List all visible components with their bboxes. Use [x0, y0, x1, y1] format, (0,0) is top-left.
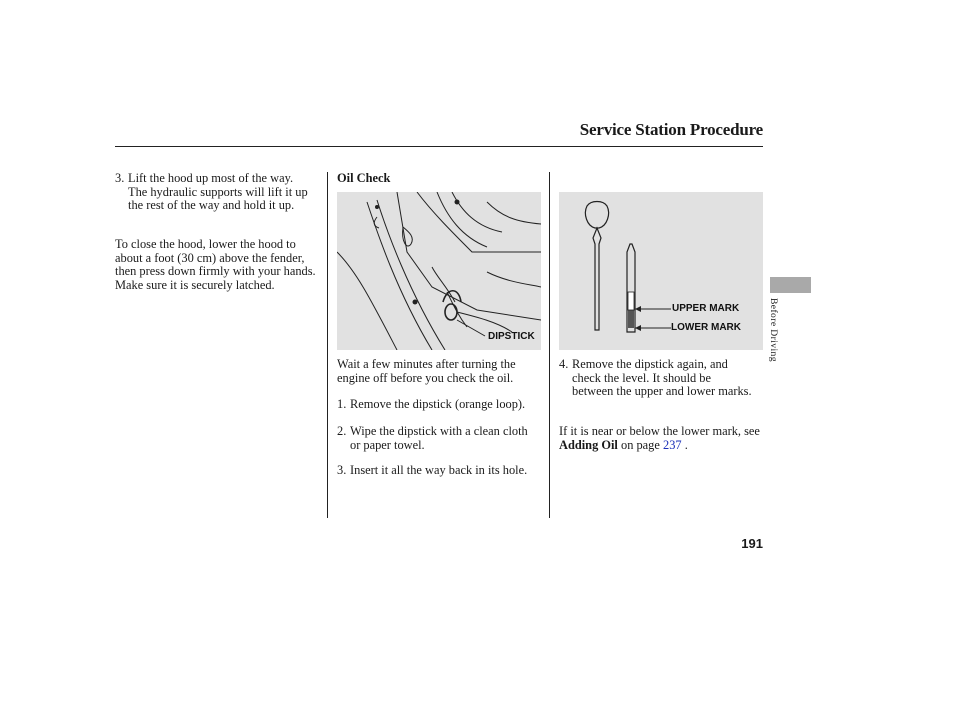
note-mid: on page: [621, 437, 660, 452]
adding-oil-reference: Adding Oil: [559, 437, 618, 452]
close-hood-paragraph: To close the hood, lower the hood to about a foot (30 cm) above the fender, then press down firmly with your hands. Make sure it is securely latched.: [115, 237, 316, 292]
oil-step-3: [337, 464, 549, 478]
section-tab-label: Before Driving: [768, 298, 779, 362]
engine-bay-illustration: [337, 192, 541, 350]
oil-check-intro: Wait a few minutes after turning the engine off before you check the oil.: [337, 357, 516, 385]
section-tab-marker: [770, 277, 811, 293]
upper-mark-callout: UPPER MARK: [672, 303, 740, 314]
oil-check-heading: Oil Check: [337, 171, 391, 185]
engine-dipstick-figure: [337, 192, 541, 350]
lower-mark-callout: LOWER MARK: [671, 322, 741, 333]
step-text: Insert it all the way back in its hole.: [350, 463, 528, 477]
step-number: 3.: [337, 463, 347, 477]
step-text: Lift the hood up most of the way. The hydraulic supports will lift it up the rest of the way and hold it up.: [128, 171, 308, 213]
header-rule: [115, 146, 763, 147]
step-number: 2.: [337, 424, 347, 438]
dipstick-marks-figure: [559, 192, 763, 350]
step-number: 1.: [337, 397, 347, 411]
adding-oil-note: [559, 425, 763, 452]
dipstick-callout: DIPSTICK: [488, 331, 535, 342]
page-number: 191: [741, 536, 763, 551]
step-text: Remove the dipstick again, and check the level. It should be between the upper and lower marks.: [572, 357, 752, 399]
step-text: Remove the dipstick (orange loop).: [350, 397, 526, 411]
page-title: Service Station Procedure: [579, 120, 763, 139]
hood-step-3: [115, 172, 315, 213]
column-divider-1: [327, 172, 328, 518]
oil-step-1: [337, 398, 549, 412]
oil-step-2: [337, 425, 537, 452]
note-end: .: [684, 437, 688, 452]
step-number: 3.: [115, 171, 125, 185]
column-divider-2: [549, 172, 550, 518]
step-number: 4.: [559, 357, 569, 371]
oil-step-4: [559, 358, 755, 399]
page-237-link[interactable]: 237: [663, 437, 682, 452]
step-text: Wipe the dipstick with a clean cloth or paper towel.: [350, 424, 528, 452]
note-prefix: If it is near or below the lower mark, see: [559, 424, 760, 438]
